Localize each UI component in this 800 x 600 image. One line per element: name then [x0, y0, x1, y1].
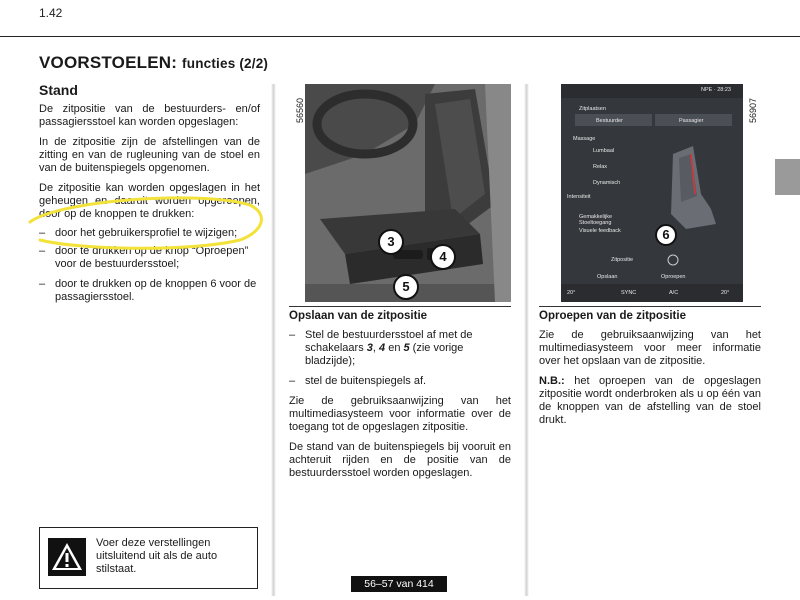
- ref-5: 5: [403, 342, 410, 354]
- nb-text: het oproepen van de opgeslagen zitpositie wordt onderbroken als u op één van de knoppen van de afstelling van de stoel drukt.: [539, 375, 761, 426]
- text-run: (zie vorige bladzijde);: [305, 342, 464, 367]
- list-item: [39, 245, 260, 271]
- bullet-marker: –: [289, 329, 296, 341]
- screen-option[interactable]: Visuele feedback: [579, 228, 621, 234]
- paragraph: De stand van de buitenspiegels bij vooruit en achteruit rijden en de positie van de bestuurdersstoel worden opgeslagen.: [289, 441, 511, 479]
- page-title: [39, 53, 268, 73]
- screen-recall-button[interactable]: Oproepen: [661, 274, 686, 280]
- callout-5: 5: [393, 274, 419, 300]
- screen-sync: SYNC: [621, 290, 637, 296]
- header-rule: [0, 36, 800, 37]
- callout-3: 3: [378, 229, 404, 255]
- screen-temp-right: 20°: [721, 290, 730, 296]
- middle-column: [289, 310, 511, 487]
- screen-mode[interactable]: Relax: [593, 164, 608, 170]
- screen-temp-left: 20°: [567, 290, 576, 296]
- bullet-marker: –: [39, 278, 46, 290]
- column-divider: [271, 84, 276, 596]
- screen-option[interactable]: Gemakkelijke Stoeltoegang: [579, 214, 613, 226]
- section-tab-marker: [775, 159, 800, 195]
- bullet-marker: –: [289, 375, 296, 387]
- list-item: [289, 329, 511, 368]
- text-run: en: [385, 342, 404, 354]
- screen-status: NPE · 28:23: [701, 87, 731, 93]
- warning-text: Voer deze verstellingen uitsluitend uit als de auto stilstaat.: [96, 537, 218, 575]
- list-item-text: door te drukken op de knoppen 6 voor de passagiersstoel.: [55, 278, 257, 303]
- paragraph: Zie de gebruiksaanwijzing van het multimediasysteem voor informatie over de toegang tot de opgeslagen zitpositie.: [289, 395, 511, 433]
- figure-id: 56907: [748, 97, 758, 123]
- left-column: [39, 84, 260, 311]
- caption-rule: [289, 306, 511, 307]
- section-heading-stand: Stand: [39, 82, 78, 98]
- list-item: [289, 375, 511, 388]
- paragraph: In de zitpositie zijn de afstellingen van de zitting en van de rugleuning van de stoel en van de buitenspiegels opgenomen.: [39, 136, 260, 174]
- multimedia-screen-figure: [561, 84, 743, 302]
- figure-id: 56560: [295, 97, 305, 123]
- page-footer: 56–57 van 414: [351, 576, 447, 592]
- ref-4: 4: [379, 342, 386, 354]
- page-number: 1.42: [39, 6, 63, 20]
- warning-triangle-icon: [48, 538, 86, 576]
- screen-ac: A/C: [669, 290, 679, 296]
- section-heading-opslaan: Opslaan van de zitpositie: [289, 310, 428, 322]
- tab-bestuurder[interactable]: Bestuurder: [596, 118, 623, 124]
- screen-intensity[interactable]: Intensiteit: [567, 194, 591, 200]
- seat-figure: [305, 84, 511, 302]
- warning-box: [39, 527, 258, 589]
- seat-illustration: [305, 84, 511, 302]
- list-item: [39, 278, 260, 304]
- screen-mode[interactable]: Lumbaal: [593, 148, 615, 154]
- tab-passagier[interactable]: Passagier: [679, 118, 704, 124]
- ref-3: 3: [366, 342, 373, 354]
- list-item-text: door te drukken op de knop “Oproepen” voor de bestuurdersstoel;: [55, 245, 249, 270]
- text-run: Stel de bestuurdersstoel af met de schakelaars: [305, 329, 473, 354]
- list-item-text: door het gebruikersprofiel te wijzigen;: [55, 227, 238, 239]
- screen-illustration: [561, 84, 743, 302]
- title-main: VOORSTOELEN:: [39, 53, 178, 72]
- screen-massage[interactable]: Massage: [573, 136, 596, 142]
- list-item: [39, 227, 260, 240]
- bullet-marker: –: [39, 245, 46, 257]
- screen-mode[interactable]: Dynamisch: [593, 180, 621, 186]
- screen-back-label: Zitplaatsen: [579, 106, 606, 112]
- list-item-text: stel de buitenspiegels af.: [305, 375, 427, 387]
- paragraph: De zitpositie van de bestuurders- en/of passagiersstoel kan worden opgeslagen:: [39, 103, 260, 128]
- bullet-marker: –: [39, 227, 46, 239]
- section-heading-oproepen: Oproepen van de zitpositie: [539, 310, 686, 322]
- paragraph: [539, 375, 761, 427]
- screen-save-button[interactable]: Opslaan: [597, 274, 618, 280]
- callout-4: 4: [430, 244, 456, 270]
- right-column: [539, 310, 761, 434]
- list-item-text: [305, 329, 511, 368]
- paragraph: De zitpositie kan worden opgeslagen in het geheugen en daaruit worden opgeroepen, door op de knoppen te drukken:: [39, 182, 260, 220]
- callout-6: 6: [655, 224, 677, 246]
- column-divider: [524, 84, 529, 596]
- nb-label: N.B.:: [539, 375, 565, 387]
- title-sub: functies (2/2): [182, 56, 269, 71]
- text-run: ,: [372, 342, 380, 354]
- screen-zitpositie: Zitpositie: [611, 257, 634, 263]
- paragraph: Zie de gebruiksaanwijzing van het multimediasysteem voor meer informatie over het opslaan van de zitpositie.: [539, 329, 761, 367]
- caption-rule: [539, 306, 761, 307]
